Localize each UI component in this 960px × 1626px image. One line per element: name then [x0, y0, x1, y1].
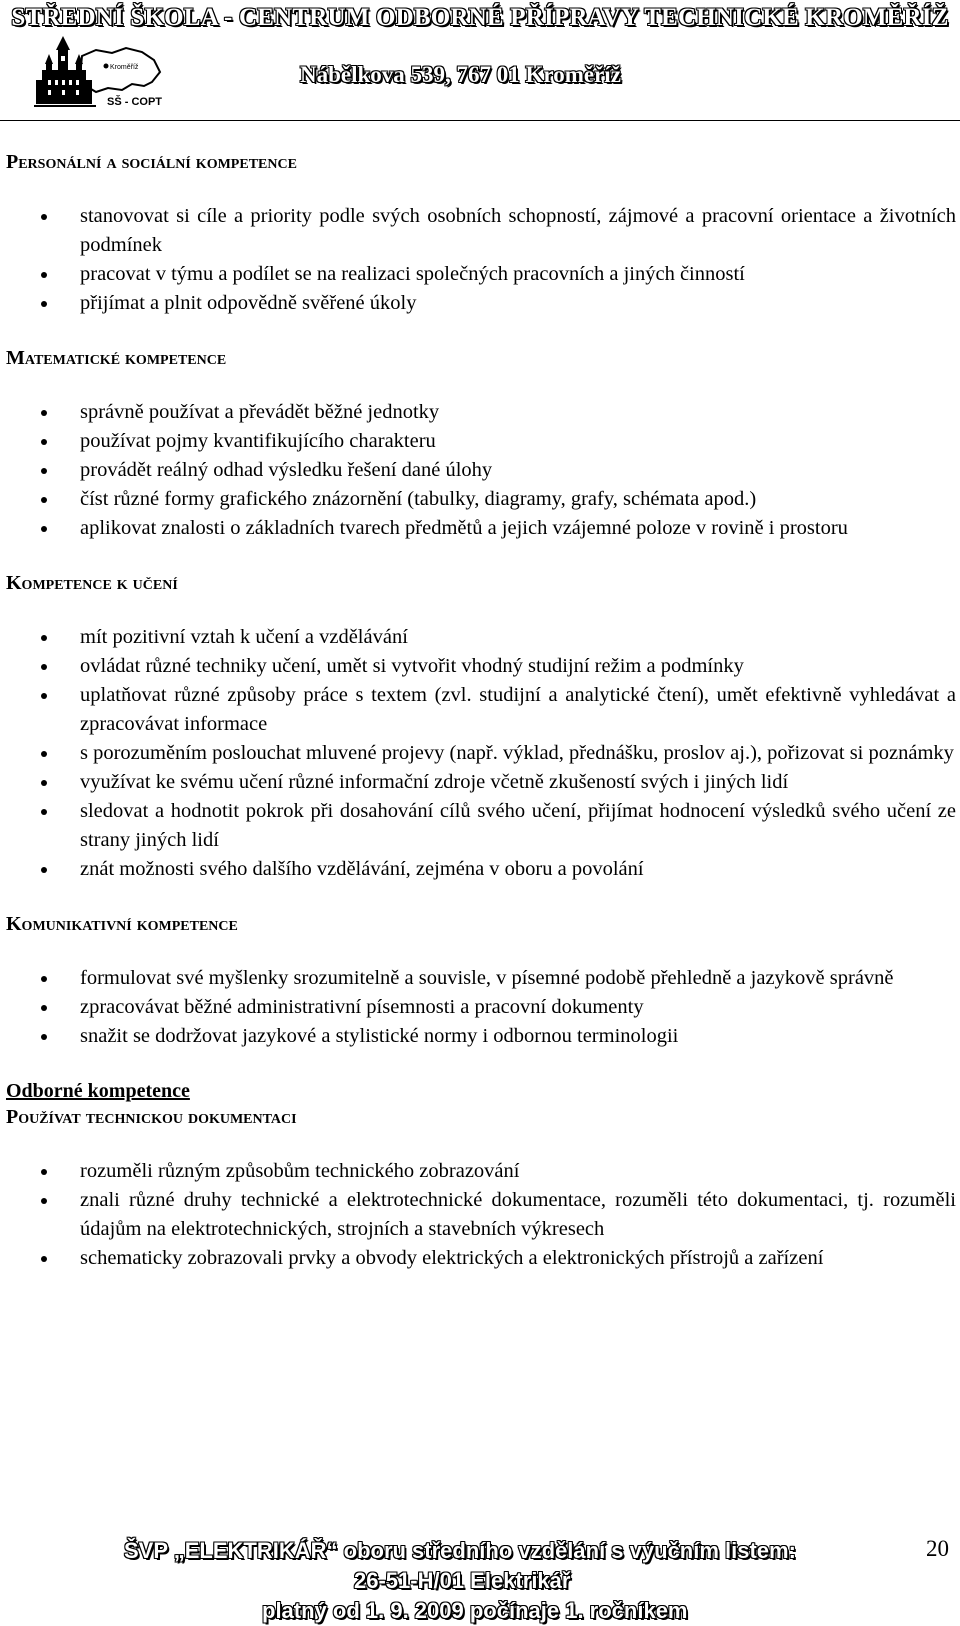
- bullet-icon: [41, 1169, 47, 1175]
- page-number: 20: [926, 1536, 949, 1561]
- list-item-text: provádět reálný odhad výsledku řešení dané úlohy: [80, 459, 493, 481]
- list-item: [6, 855, 956, 884]
- list-item-text: stanovovat si cíle a priority podle svých osobních schopností, zájmové a pracovní orientace a životních podmínek: [80, 205, 956, 256]
- list-item: [6, 289, 956, 318]
- section-heading: Matematické kompetence: [6, 347, 227, 369]
- bullet-icon: [41, 272, 47, 278]
- list-item-text: správně používat a převádět běžné jednotky: [80, 401, 440, 423]
- bullet-icon: [41, 410, 47, 416]
- list-item: [6, 427, 956, 456]
- bullet-icon: [41, 976, 47, 982]
- list-item-text: rozuměli různým způsobům technického zobrazování: [80, 1160, 520, 1182]
- list-item: [6, 652, 956, 681]
- logo-label: SŠ - COPT: [107, 96, 163, 108]
- list-item: [6, 964, 956, 993]
- list-item-text: znali různé druhy technické a elektrotechnické dokumentace, rozuměli této dokumentaci, tj. rozuměli údajům na elektrotechnických, strojních a stavebních výkresech: [80, 1189, 956, 1240]
- list-item: [6, 623, 956, 652]
- list-item: [6, 797, 956, 855]
- school-address: Nábělkova 539, 767 01 Kroměříž: [300, 62, 621, 87]
- list-item-text: mít pozitivní vztah k učení a vzdělávání: [80, 626, 408, 648]
- bullet-icon: [41, 468, 47, 474]
- bullet-list: [6, 202, 956, 318]
- list-item: [6, 1022, 956, 1051]
- list-item: [6, 768, 956, 797]
- list-item-text: pracovat v týmu a podílet se na realizaci společných pracovních a jiných činností: [80, 263, 745, 285]
- list-item-text: sledovat a hodnotit pokrok při dosahování cílů svého učení, přijímat hodnocení výsledků svého učení ze strany jiných lidí: [80, 800, 956, 851]
- section-heading: Personální a sociální kompetence: [6, 151, 297, 173]
- odborne-title: Odborné kompetence: [6, 1080, 190, 1102]
- list-item-text: snažit se dodržovat jazykové a stylistické normy i odbornou terminologii: [80, 1025, 679, 1047]
- school-name: STŘEDNÍ ŠKOLA - CENTRUM ODBORNÉ PŘÍPRAVY TECHNICKÉ KROMĚŘÍŽ: [11, 4, 949, 31]
- list-item: [6, 202, 956, 260]
- bullet-icon: [41, 526, 47, 532]
- section: [6, 571, 956, 884]
- page-footer: [0, 1530, 960, 1626]
- bullet-icon: [41, 301, 47, 307]
- section: [6, 346, 956, 543]
- sections-container: [6, 150, 956, 1051]
- footer-field: 26-51-H/01 Elektrikář: [354, 1568, 571, 1593]
- bullet-icon: [41, 635, 47, 641]
- bullet-icon: [41, 809, 47, 815]
- bullet-list: [6, 964, 956, 1051]
- list-item-text: využívat ke svému učení různé informační zdroje včetně zkušeností svých i jiných lidí: [80, 771, 789, 793]
- list-item-text: aplikovat znalosti o základních tvarech předmětů a jejich vzájemné poloze v rovině i prostoru: [80, 517, 848, 539]
- bullet-icon: [41, 693, 47, 699]
- section: [6, 912, 956, 1051]
- list-item-text: zpracovávat běžné administrativní písemnosti a pracovní dokumenty: [80, 996, 644, 1018]
- document-content: [6, 150, 956, 1273]
- list-item: [6, 1157, 956, 1186]
- list-item: [6, 514, 956, 543]
- bullet-icon: [41, 214, 47, 220]
- list-item: [6, 398, 956, 427]
- bullet-icon: [41, 439, 47, 445]
- list-item-text: používat pojmy kvantifikujícího charakteru: [80, 430, 436, 452]
- list-item: [6, 993, 956, 1022]
- section-heading: Komunikativní kompetence: [6, 913, 238, 935]
- list-item-text: ovládat různé techniky učení, umět si vytvořit vhodný studijní režim a podmínky: [80, 655, 744, 677]
- list-item: [6, 260, 956, 289]
- bullet-icon: [41, 780, 47, 786]
- bullet-icon: [41, 1034, 47, 1040]
- odborne-section: [6, 1079, 956, 1273]
- bullet-list: [6, 398, 956, 543]
- list-item-text: formulovat své myšlenky srozumitelně a souvisle, v písemné podobě přehledně a jazykově správně: [80, 967, 894, 989]
- footer-validity: platný od 1. 9. 2009 počínaje 1. ročníkem: [262, 1598, 688, 1623]
- list-item: [6, 1244, 956, 1273]
- list-item: [6, 681, 956, 739]
- bullet-icon: [41, 751, 47, 757]
- section-heading: Kompetence k učení: [6, 572, 178, 594]
- list-item-text: uplatňovat různé způsoby práce s textem (zvl. studijní a analytické čtení), umět efektivně vyhledávat a zpracovávat informace: [80, 684, 956, 735]
- odborne-list: [6, 1157, 956, 1273]
- list-item: [6, 485, 956, 514]
- logo-map-label: Kroměříž: [110, 64, 139, 71]
- section: [6, 150, 956, 318]
- odborne-subheading: Používat technickou dokumentaci: [6, 1106, 297, 1128]
- bullet-icon: [41, 1005, 47, 1011]
- bullet-icon: [41, 867, 47, 873]
- header-divider: [0, 120, 960, 121]
- bullet-icon: [41, 1198, 47, 1204]
- list-item-text: s porozuměním poslouchat mluvené projevy (např. výklad, přednášku, proslov aj.), pořizovat si poznámky: [80, 742, 954, 764]
- bullet-icon: [41, 1256, 47, 1262]
- list-item: [6, 739, 956, 768]
- bullet-icon: [41, 497, 47, 503]
- footer-program: ŠVP „ELEKTRIKÁŘ“ oboru středního vzdělání s výučním listem:: [124, 1538, 796, 1563]
- bullet-icon: [41, 664, 47, 670]
- list-item-text: schematicky zobrazovali prvky a obvody elektrických a elektronických přístrojů a zařízení: [80, 1247, 824, 1269]
- list-item-text: přijímat a plnit odpovědně svěřené úkoly: [80, 292, 417, 314]
- list-item: [6, 456, 956, 485]
- bullet-list: [6, 623, 956, 884]
- list-item-text: znát možnosti svého dalšího vzdělávání, zejména v oboru a povolání: [80, 858, 644, 880]
- list-item: [6, 1186, 956, 1244]
- list-item-text: číst různé formy grafického znázornění (tabulky, diagramy, grafy, schémata apod.): [80, 488, 757, 510]
- page-header: [0, 0, 960, 122]
